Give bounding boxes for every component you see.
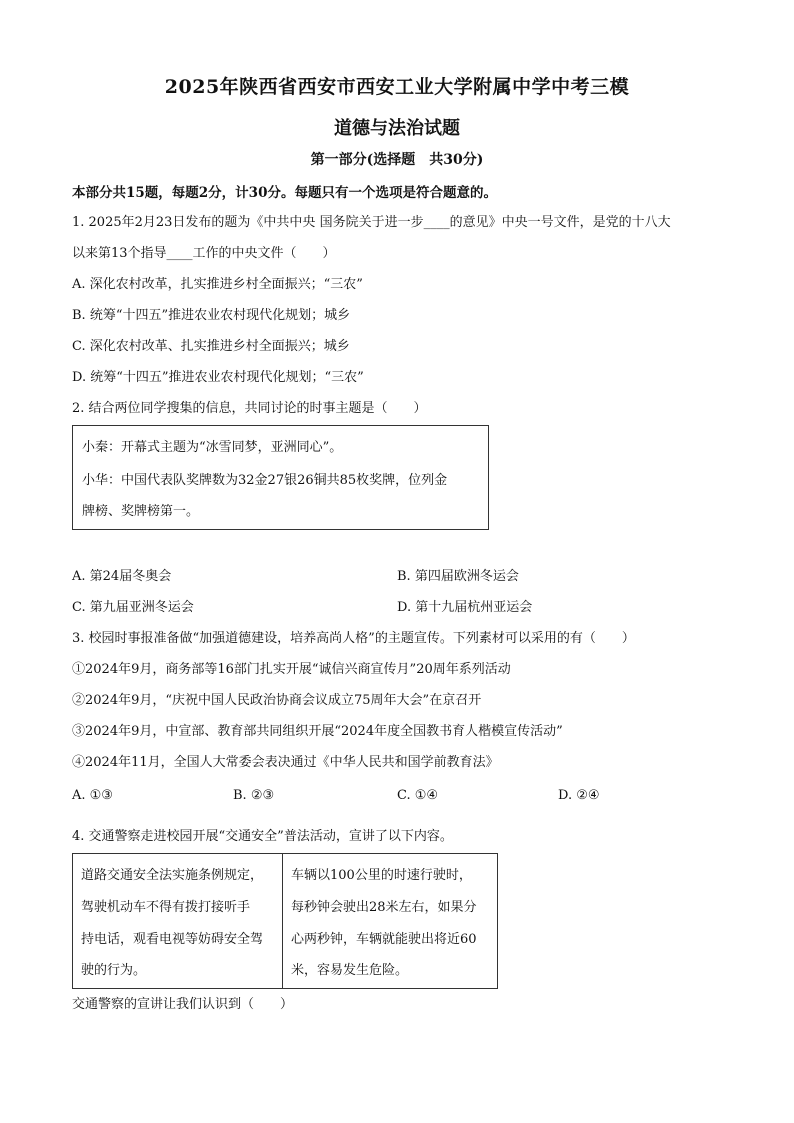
q2-option-d: D. 第十九届杭州亚运会 [397, 600, 533, 615]
part-heading: 第一部分(选择题 共30分) [310, 152, 484, 168]
q2-box-line3: 牌榜、奖牌榜第一。 [82, 504, 200, 519]
q3-item-3: ③2024年9月，中宣部、教育部共同组织开展“2024年度全国教书育人楷模宣传活动” [72, 724, 563, 739]
q3-option-b: B. ②③ [233, 788, 275, 803]
q1-option-a: A. 深化农村改革，扎实推进乡村全面振兴；“三农” [72, 277, 363, 292]
q4-right-line4: 米，容易发生危险。 [291, 963, 409, 978]
q4-left-line3: 持电话，观看电视等妨碍安全驾 [81, 932, 264, 947]
instructions: 本部分共15题，每题2分，计30分。每题只有一个选项是符合题意的。 [72, 185, 497, 201]
q3-option-c: C. ①④ [397, 788, 439, 803]
q4-right-line1: 车辆以100公里的时速行驶时， [291, 868, 472, 883]
q4-left-line1: 道路交通安全法实施条例规定， [81, 868, 264, 883]
q4-follow-up: 交通警察的宣讲让我们认识到（ ） [72, 997, 294, 1012]
q3-item-1: ①2024年9月，商务部等16部门扎实开展“诚信兴商宣传月”20周年系列活动 [72, 662, 511, 677]
q3-item-2: ②2024年9月，“庆祝中国人民政治协商会议成立75周年大会”在京召开 [72, 693, 482, 708]
exam-subtitle: 道德与法治试题 [334, 118, 460, 139]
q3-item-4: ④2024年11月，全国人大常委会表决通过《中华人民共和国学前教育法》 [72, 755, 499, 770]
q4-left-line4: 驶的行为。 [81, 963, 147, 978]
q2-stem: 2. 结合两位同学搜集的信息，共同讨论的时事主题是（ ） [72, 401, 427, 416]
q1-option-b: B. 统筹“十四五”推进农业农村现代化规划；城乡 [72, 308, 351, 323]
q1-stem-line2: 以来第13个指导____工作的中央文件（ ） [72, 246, 336, 261]
q4-left-line2: 驾驶机动车不得有拨打接听手 [81, 900, 251, 915]
q1-option-c: C. 深化农村改革、扎实推进乡村全面振兴；城乡 [72, 339, 350, 354]
q2-box-line1: 小秦：开幕式主题为“冰雪同梦，亚洲同心”。 [82, 440, 343, 455]
q2-option-b: B. 第四届欧洲冬运会 [397, 569, 519, 584]
q4-right-cell [283, 854, 497, 988]
q3-stem: 3. 校园时事报准备做“加强道德建设，培养高尚人格”的主题宣传。下列素材可以采用的有（ ） [72, 631, 635, 646]
q3-option-a: A. ①③ [72, 788, 113, 803]
q2-option-a: A. 第24届冬奥会 [72, 569, 172, 584]
q1-option-d: D. 统筹“十四五”推进农业农村现代化规划；“三农” [72, 370, 364, 385]
q4-info-table [72, 853, 498, 989]
q2-option-c: C. 第九届亚洲冬运会 [72, 600, 194, 615]
q4-stem: 4. 交通警察走进校园开展“交通安全”普法活动，宣讲了以下内容。 [72, 829, 453, 844]
q2-info-box [72, 425, 489, 530]
q4-left-cell [73, 854, 282, 988]
q2-box-line2: 小华：中国代表队奖牌数为32金27银26铜共85枚奖牌，位列金 [82, 473, 448, 488]
q3-option-d: D. ②④ [558, 788, 600, 803]
q4-right-line3: 心两秒钟，车辆就能驶出将近60 [291, 932, 477, 947]
q1-stem-line1: 1. 2025年2月23日发布的题为《中共中央 国务院关于进一步____的意见》中央一号文件，是党的十八大 [72, 215, 671, 230]
q4-right-line2: 每秒钟会驶出28米左右，如果分 [291, 900, 477, 915]
exam-title: 2025年陕西省西安市西安工业大学附属中学中考三模 [164, 76, 630, 98]
